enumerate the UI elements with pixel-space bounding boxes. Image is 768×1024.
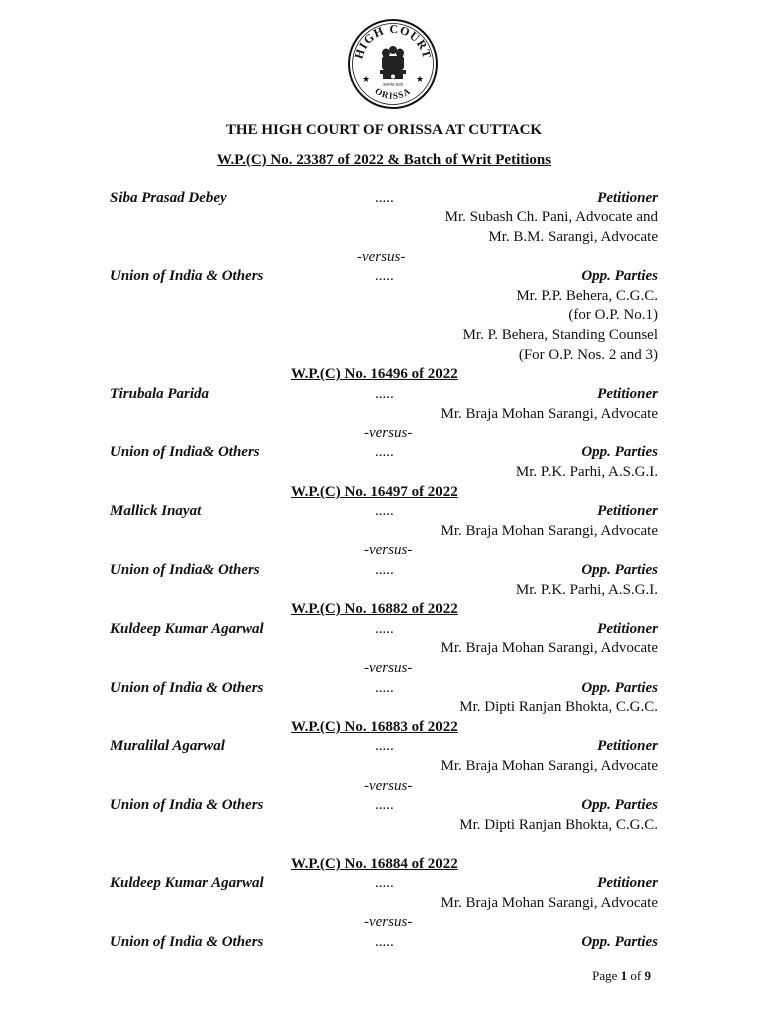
- petitioner-counsel: Mr. Subash Ch. Pani, Advocate and: [444, 209, 658, 225]
- case-number: W.P.(C) No. 16882 of 2022: [291, 601, 458, 617]
- page-number: [592, 966, 651, 985]
- petitioner-name: Kuldeep Kumar Agarwal: [110, 875, 264, 891]
- leader-dots: .....: [375, 190, 394, 206]
- leader-dots: .....: [375, 738, 394, 754]
- versus-label: -versus-: [364, 660, 413, 676]
- petitioner-label: Petitioner: [597, 621, 658, 637]
- petitioner-label: Petitioner: [597, 875, 658, 891]
- main-case-number: W.P.(C) No. 23387 of 2022 & Batch of Writ Petitions: [216, 152, 552, 168]
- leader-dots: .....: [375, 680, 394, 696]
- svg-text:ORISSA: ORISSA: [373, 85, 413, 101]
- leader-dots: .....: [375, 562, 394, 578]
- leader-dots: .....: [375, 444, 394, 460]
- versus-label: -versus-: [364, 914, 413, 930]
- versus-label: -versus-: [364, 425, 413, 441]
- page-of: of: [630, 968, 642, 983]
- page-total: 9: [644, 968, 651, 983]
- respondent-counsel: (for O.P. No.1): [568, 307, 658, 323]
- respondent-name: Union of India & Others: [110, 797, 264, 813]
- leader-dots: .....: [375, 621, 394, 637]
- respondent-counsel: Mr. Dipti Ranjan Bhokta, C.G.C.: [459, 699, 658, 715]
- svg-text:HIGH COURT: HIGH COURT: [351, 21, 435, 61]
- petitioner-counsel: Mr. B.M. Sarangi, Advocate: [488, 229, 658, 245]
- respondent-label: Opp. Parties: [581, 680, 658, 696]
- petitioner-counsel: Mr. Braja Mohan Sarangi, Advocate: [440, 640, 658, 656]
- petitioner-counsel: Mr. Braja Mohan Sarangi, Advocate: [440, 895, 658, 911]
- petitioner-name: Tirubala Parida: [110, 386, 210, 402]
- case-number: W.P.(C) No. 16883 of 2022: [291, 719, 458, 735]
- respondent-counsel: Mr. P.K. Parhi, A.S.G.I.: [515, 464, 658, 480]
- petitioner-name: Siba Prasad Debey: [110, 190, 227, 206]
- respondent-name: Union of India & Others: [110, 268, 264, 284]
- respondent-label: Opp. Parties: [581, 934, 658, 950]
- respondent-counsel: Mr. P.P. Behera, C.G.C.: [516, 288, 658, 304]
- versus-label: -versus-: [364, 778, 413, 794]
- svg-text:★: ★: [416, 75, 425, 85]
- leader-dots: .....: [375, 875, 394, 891]
- page-label: Page: [592, 968, 618, 983]
- leader-dots: .....: [375, 268, 394, 284]
- respondent-label: Opp. Parties: [581, 444, 658, 460]
- petitioner-counsel: Mr. Braja Mohan Sarangi, Advocate: [440, 523, 658, 539]
- petitioner-label: Petitioner: [597, 738, 658, 754]
- respondent-name: Union of India & Others: [110, 934, 264, 950]
- svg-text:★: ★: [362, 75, 371, 85]
- respondent-counsel: Mr. P. Behera, Standing Counsel: [462, 327, 658, 343]
- page-current: 1: [620, 968, 628, 983]
- respondent-label: Opp. Parties: [581, 797, 658, 813]
- petitioner-name: Kuldeep Kumar Agarwal: [110, 621, 264, 637]
- respondent-label: Opp. Parties: [581, 562, 658, 578]
- respondent-counsel: Mr. P.K. Parhi, A.S.G.I.: [515, 582, 658, 598]
- case-number: W.P.(C) No. 16497 of 2022: [291, 484, 458, 500]
- versus-label: -versus-: [364, 542, 413, 558]
- petitioner-name: Mallick Inayat: [110, 503, 202, 519]
- versus-label: -versus-: [357, 249, 406, 265]
- case-number: W.P.(C) No. 16884 of 2022: [291, 856, 458, 872]
- petitioner-counsel: Mr. Braja Mohan Sarangi, Advocate: [440, 406, 658, 422]
- petitioner-counsel: Mr. Braja Mohan Sarangi, Advocate: [440, 758, 658, 774]
- petitioner-label: Petitioner: [597, 190, 658, 206]
- respondent-name: Union of India & Others: [110, 680, 264, 696]
- leader-dots: .....: [375, 934, 394, 950]
- high-court-seal: [348, 12, 438, 116]
- respondent-name: Union of India& Others: [110, 562, 260, 578]
- respondent-label: Opp. Parties: [581, 268, 658, 284]
- petitioner-name: Muralilal Agarwal: [110, 738, 225, 754]
- svg-text:सत्यमेव जयते: सत्यमेव जयते: [383, 82, 403, 87]
- leader-dots: .....: [375, 797, 394, 813]
- respondent-name: Union of India& Others: [110, 444, 260, 460]
- court-title: THE HIGH COURT OF ORISSA AT CUTTACK: [225, 122, 543, 138]
- petitioner-label: Petitioner: [597, 386, 658, 402]
- leader-dots: .....: [375, 386, 394, 402]
- petitioner-label: Petitioner: [597, 503, 658, 519]
- respondent-counsel: Mr. Dipti Ranjan Bhokta, C.G.C.: [459, 817, 658, 833]
- respondent-counsel: (For O.P. Nos. 2 and 3): [518, 347, 658, 363]
- leader-dots: .....: [375, 503, 394, 519]
- case-number: W.P.(C) No. 16496 of 2022: [291, 366, 458, 382]
